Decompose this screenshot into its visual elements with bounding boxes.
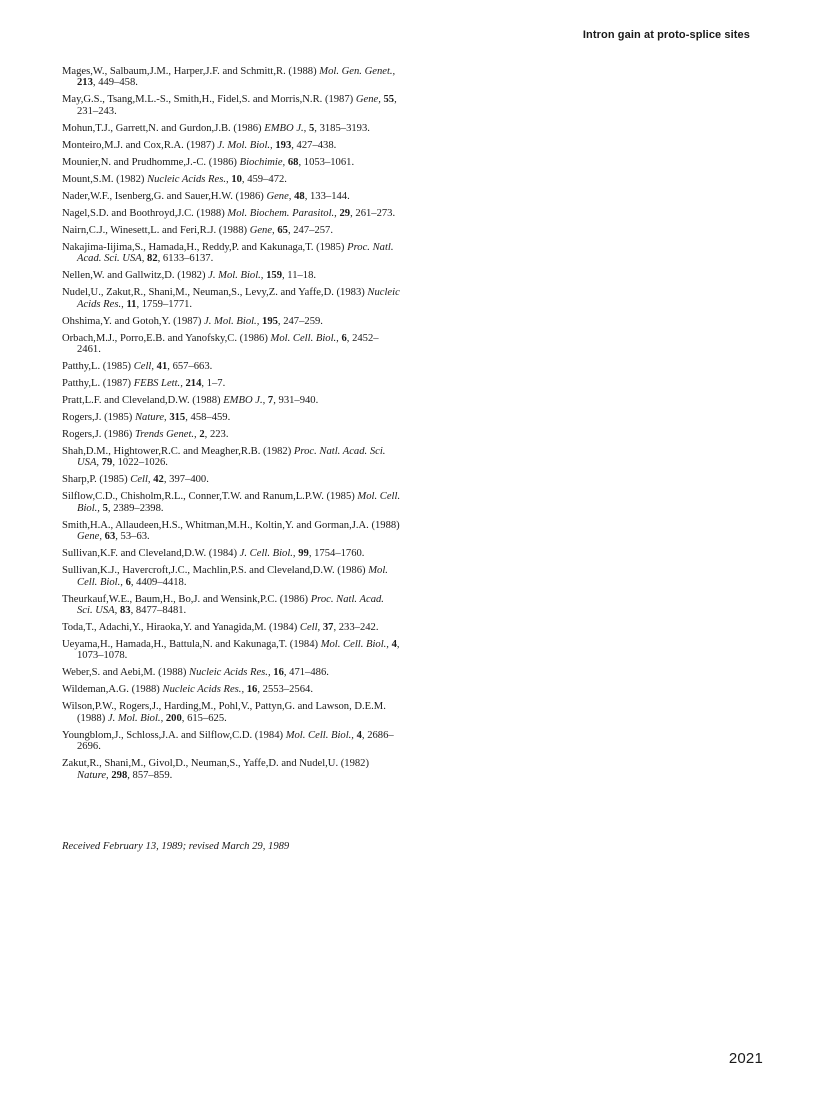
reference-volume: 11 (126, 298, 137, 310)
reference-journal: Proc. Natl. Acad. Sci. USA, (77, 593, 384, 617)
reference-entry: Mohun,T.J., Garrett,N. and Gurdon,J.B. (1986) EMBO J., 5, 3185–3193. (62, 122, 370, 134)
reference-pages: 2389–2398. (113, 502, 164, 514)
reference-journal: Mol. Biochem. Parasitol., (227, 207, 337, 219)
reference-journal: Gene, (77, 531, 102, 543)
reference-volume: 298 (111, 769, 128, 781)
reference-volume: 42 (153, 474, 164, 486)
reference-entry: Nellen,W. and Gallwitz,D. (1982) J. Mol. Biol., 159, 11–18. (62, 270, 317, 282)
reference-entry: Mages,W., Salbaum,J.M., Harper,J.F. and Schmitt,R. (1988) Mol. Gen. Genet., 213, 449–458. (62, 66, 396, 89)
reference-authors: Ueyama,H., Hamada,H., Battula,N. and Kakunaga,T. (1984) (62, 639, 319, 651)
reference-pages: 2686–2696. (77, 729, 394, 753)
reference-volume: 41 (156, 361, 168, 373)
reference-authors: Mages,W., Salbaum,J.M., Harper,J.F. and Schmitt,R. (1988) (62, 66, 317, 77)
reference-journal: Nucleic Acids Res., (162, 684, 245, 696)
reference-entry: Mounier,N. and Prudhomme,J.-C. (1986) Biochimie, 68, 1053–1061. (62, 156, 355, 168)
reference-entry: Ueyama,H., Hamada,H., Battula,N. and Kakunaga,T. (1984) Mol. Cell. Biol., 4, 1073–1078. (62, 639, 400, 662)
reference-authors: Smith,H.A., Allaudeen,H.S., Whitman,M.H., Koltin,Y. and Gorman,J.A. (1988) (62, 519, 400, 531)
reference-journal: Mol. Cell. Biol., (285, 729, 354, 741)
reference-volume: 29 (339, 207, 351, 219)
reference-pages: 458–459. (190, 412, 231, 424)
reference-journal: EMBO J., (264, 122, 307, 134)
reference-entry: Shah,D.M., Hightower,R.C. and Meagher,R.B. (1982) Proc. Natl. Acad. Sci. USA, 79, 1022–1026. (62, 446, 386, 469)
reference-pages: 1–7. (206, 378, 226, 390)
reference-entry: Sullivan,K.F. and Cleveland,D.W. (1984) J. Cell. Biol., 99, 1754–1760. (62, 548, 365, 560)
reference-authors: Wilson,P.W., Rogers,J., Harding,M., Pohl,V., Pattyn,G. and Lawson, D.E.M. (1988) (62, 701, 386, 724)
reference-entry: Youngblom,J., Schloss,J.A. and Silflow,C.D. (1984) Mol. Cell. Biol., 4, 2686–2696. (62, 729, 394, 753)
reference-authors: May,G.S., Tsang,M.L.-S., Smith,H., Fidel,S. and Morris,N.R. (1987) (62, 94, 354, 106)
reference-entry: Toda,T., Adachi,Y., Hiraoka,Y. and Yanagida,M. (1984) Cell, 37, 233–242. (62, 622, 379, 634)
reference-authors: Nakajima-Iijima,S., Hamada,H., Reddy,P. and Kakunaga,T. (1985) (62, 241, 345, 253)
reference-authors: Patthy,L. (1985) (62, 361, 132, 373)
reference-entry: Rogers,J. (1985) Nature, 315, 458–459. (62, 412, 231, 424)
reference-volume: 37 (322, 622, 334, 634)
reference-journal: Mol. Gen. Genet., (319, 66, 396, 77)
reference-journal: Nucleic Acids Res., (189, 667, 271, 679)
reference-entry: May,G.S., Tsang,M.L.-S., Smith,H., Fidel,S. and Morris,N.R. (1987) Gene, 55, 231–243. (62, 94, 397, 117)
reference-volume: 5 (308, 122, 315, 134)
reference-journal: Nucleic Acids Res., (147, 173, 229, 185)
reference-authors: Mohun,T.J., Garrett,N. and Gurdon,J.B. (1986) (62, 122, 262, 134)
reference-entry: Nader,W.F., Isenberg,G. and Sauer,H.W. (1986) Gene, 48, 133–144. (62, 190, 350, 202)
reference-pages: 657–663. (172, 361, 213, 373)
reference-journal: Nucleic Acids Res., (77, 287, 400, 310)
reference-authors: Mount,S.M. (1982) (62, 173, 145, 185)
reference-authors: Rogers,J. (1985) (62, 412, 133, 424)
reference-pages: 2553–2564. (262, 684, 313, 696)
reference-entry: Nudel,U., Zakut,R., Shani,M., Neuman,S., Levy,Z. and Yaffe,D. (1983) Nucleic Acids Res., 11, 1759–1771. (62, 287, 400, 310)
reference-volume: 214 (185, 378, 202, 390)
reference-volume: 2 (199, 429, 205, 441)
reference-pages: 1073–1078. (77, 650, 128, 662)
reference-pages: 247–257. (293, 224, 333, 236)
reference-journal: Nature, (77, 769, 109, 781)
reference-journal: Nature, (134, 412, 167, 424)
page-number: 2021 (728, 1050, 763, 1067)
reference-authors: Nudel,U., Zakut,R., Shani,M., Neuman,S., Levy,Z. and Yaffe,D. (1983) (62, 287, 365, 299)
reference-entry: Theurkauf,W.E., Baum,H., Bo,J. and Wensink,P.C. (1986) Proc. Natl. Acad. Sci. USA, 83, 8477–8481. (62, 593, 384, 617)
reference-volume: 79 (101, 457, 113, 469)
reference-authors: Mounier,N. and Prudhomme,J.-C. (1986) (62, 156, 237, 168)
reference-entry: Smith,H.A., Allaudeen,H.S., Whitman,M.H., Koltin,Y. and Gorman,J.A. (1988) Gene, 63, 53–63. (62, 519, 400, 543)
reference-volume: 63 (104, 531, 116, 543)
reference-journal: Proc. Natl. Acad. Sci. USA, (77, 241, 394, 265)
reference-entry: Mount,S.M. (1982) Nucleic Acids Res., 10, 459–472. (62, 173, 287, 185)
reference-pages: 223. (209, 429, 229, 441)
reference-entry: Rogers,J. (1986) Trends Genet., 2, 223. (62, 429, 229, 441)
reference-entry: Weber,S. and Aebi,M. (1988) Nucleic Acids Res., 16, 471–486. (62, 667, 329, 679)
reference-volume: 48 (294, 190, 305, 202)
reference-entry: Pratt,L.F. and Cleveland,D.W. (1988) EMBO J., 7, 931–940. (62, 395, 319, 407)
running-head: Intron gain at proto-splice sites (582, 29, 750, 41)
reference-authors: Silflow,C.D., Chisholm,R.L., Conner,T.W. and Ranum,L.P.W. (1985) (62, 491, 355, 503)
reference-volume: 7 (267, 395, 274, 407)
reference-journal: Mol. Cell. Biol., (320, 639, 389, 651)
reference-pages: 931–940. (278, 395, 319, 407)
reference-entry: Silflow,C.D., Chisholm,R.L., Conner,T.W. and Ranum,L.P.W. (1985) Mol. Cell. Biol., 5, 2389–2398. (62, 491, 401, 514)
reference-volume: 4 (356, 729, 362, 741)
reference-volume: 193 (275, 139, 292, 151)
reference-journal: FEBS Lett., (133, 378, 183, 390)
reference-pages: 397–400. (169, 474, 209, 486)
reference-authors: Sullivan,K.J., Havercroft,J.C., Machlin,P.S. and Cleveland,D.W. (1986) (62, 565, 366, 577)
reference-entry: Orbach,M.J., Porro,E.B. and Yanofsky,C. (1986) Mol. Cell. Biol., 6, 2452–2461. (62, 332, 379, 356)
reference-volume: 82 (147, 253, 158, 265)
reference-journal: Gene, (355, 94, 381, 106)
reference-authors: Patthy,L. (1987) (62, 378, 132, 390)
reference-volume: 6 (125, 576, 131, 588)
reference-entry: Patthy,L. (1985) Cell, 41, 657–663. (62, 361, 213, 373)
reference-pages: 1754–1760. (314, 548, 365, 560)
reference-entry: Wilson,P.W., Rogers,J., Harding,M., Pohl,V., Pattyn,G. and Lawson, D.E.M. (1988) J. Mol. Biol., 200, 615–625. (62, 701, 386, 724)
reference-authors: Sullivan,K.F. and Cleveland,D.W. (1984) (62, 548, 238, 560)
reference-pages: 261–273. (355, 207, 396, 219)
reference-authors: Ohshima,Y. and Gotoh,Y. (1987) (62, 315, 202, 327)
reference-pages: 427–438. (296, 139, 337, 151)
reference-authors: Orbach,M.J., Porro,E.B. and Yanofsky,C. (1986) (62, 332, 268, 344)
reference-journal: J. Mol. Biol., (107, 712, 164, 724)
reference-pages: 247–259. (283, 315, 323, 327)
reference-authors: Weber,S. and Aebi,M. (1988) (62, 667, 187, 679)
reference-authors: Nagel,S.D. and Boothroyd,J.C. (1988) (62, 207, 225, 219)
reference-pages: 1759–1771. (141, 298, 193, 310)
received-date-note: Received February 13, 1989; revised March 29, 1989 (62, 841, 290, 852)
reference-pages: 615–625. (187, 712, 227, 724)
reference-volume: 99 (298, 548, 309, 560)
reference-pages: 1053–1061. (303, 156, 355, 168)
reference-entry: Monteiro,M.J. and Cox,R.A. (1987) J. Mol. Biol., 193, 427–438. (62, 139, 337, 151)
reference-journal: Biochimie, (239, 156, 286, 168)
reference-journal: Proc. Natl. Acad. Sci. USA, (77, 446, 386, 469)
reference-journal: Gene, (249, 224, 275, 236)
reference-authors: Sharp,P. (1985) (62, 474, 128, 486)
reference-volume: 4 (391, 639, 397, 651)
reference-journal: J. Mol. Biol., (204, 315, 260, 327)
reference-volume: 195 (262, 315, 278, 327)
reference-journal: Mol. Cell. Biol., (77, 565, 388, 588)
reference-authors: Wildeman,A.G. (1988) (62, 684, 160, 696)
reference-pages: 231–243. (77, 105, 117, 117)
reference-journal: J. Mol. Biol., (217, 139, 273, 151)
reference-pages: 4409–4418. (136, 576, 187, 588)
reference-pages: 471–486. (289, 667, 329, 679)
reference-journal: J. Mol. Biol., (208, 270, 264, 282)
reference-authors: Monteiro,M.J. and Cox,R.A. (1987) (62, 139, 215, 151)
reference-entry: Sullivan,K.J., Havercroft,J.C., Machlin,P.S. and Cleveland,D.W. (1986) Mol. Cell. Biol., 6, 4409–4418. (62, 565, 388, 588)
reference-entry: Sharp,P. (1985) Cell, 42, 397–400. (62, 474, 209, 486)
reference-journal: Mol. Cell. Biol., (77, 491, 401, 514)
reference-pages: 459–472. (247, 173, 287, 185)
reference-entry: Nagel,S.D. and Boothroyd,J.C. (1988) Mol. Biochem. Parasitol., 29, 261–273. (62, 207, 396, 219)
reference-list (62, 66, 402, 787)
reference-authors: Toda,T., Adachi,Y., Hiraoka,Y. and Yanagida,M. (1984) (62, 622, 298, 634)
reference-volume: 315 (169, 412, 186, 424)
reference-journal: EMBO J., (223, 395, 266, 407)
reference-journal: J. Cell. Biol., (239, 548, 296, 560)
reference-authors: Pratt,L.F. and Cleveland,D.W. (1988) (62, 395, 221, 407)
reference-authors: Nader,W.F., Isenberg,G. and Sauer,H.W. (1986) (62, 190, 264, 202)
reference-journal: Cell, (299, 622, 321, 634)
reference-pages: 857–859. (132, 769, 173, 781)
reference-volume: 6 (341, 332, 347, 344)
reference-journal: Trends Genet., (134, 429, 197, 441)
reference-volume: 65 (277, 224, 288, 236)
reference-volume: 16 (273, 667, 284, 679)
reference-volume: 200 (165, 712, 182, 724)
reference-authors: Zakut,R., Shani,M., Givol,D., Neuman,S., Yaffe,D. and Nudel,U. (1982) (62, 758, 369, 770)
reference-journal: Mol. Cell. Biol., (270, 332, 339, 344)
reference-entry: Ohshima,Y. and Gotoh,Y. (1987) J. Mol. Biol., 195, 247–259. (62, 315, 323, 327)
reference-pages: 53–63. (120, 531, 150, 543)
reference-volume: 159 (266, 270, 282, 282)
reference-authors: Shah,D.M., Hightower,R.C. and Meagher,R.B. (1982) (62, 446, 292, 458)
reference-pages: 3185–3193. (319, 122, 370, 134)
reference-volume: 68 (287, 156, 299, 168)
reference-journal: Cell, (133, 361, 155, 373)
reference-volume: 10 (231, 173, 242, 185)
reference-entry: Wildeman,A.G. (1988) Nucleic Acids Res., 16, 2553–2564. (62, 684, 313, 696)
reference-pages: 6133–6137. (162, 253, 214, 265)
reference-journal: Cell, (130, 474, 151, 486)
reference-entry: Zakut,R., Shani,M., Givol,D., Neuman,S., Yaffe,D. and Nudel,U. (1982) Nature, 298, 857–859. (62, 758, 369, 781)
reference-authors: Theurkauf,W.E., Baum,H., Bo,J. and Wensink,P.C. (1986) (62, 593, 309, 605)
reference-entry: Nairn,C.J., Winesett,L. and Feri,R.J. (1988) Gene, 65, 247–257. (62, 224, 333, 236)
reference-volume: 5 (102, 502, 108, 514)
reference-volume: 213 (77, 77, 93, 89)
reference-volume: 83 (119, 605, 131, 617)
reference-volume: 55 (383, 94, 395, 106)
reference-pages: 133–144. (310, 190, 350, 202)
reference-pages: 2452–2461. (77, 332, 379, 356)
reference-entry: Patthy,L. (1987) FEBS Lett., 214, 1–7. (62, 378, 226, 390)
reference-pages: 449–458. (98, 77, 138, 89)
reference-entry: Nakajima-Iijima,S., Hamada,H., Reddy,P. and Kakunaga,T. (1985) Proc. Natl. Acad. Sci. USA, 82, 6133–6137. (62, 241, 394, 265)
reference-pages: 1022–1026. (117, 457, 168, 469)
reference-pages: 11–18. (287, 270, 317, 282)
reference-authors: Youngblom,J., Schloss,J.A. and Silflow,C.D. (1984) (62, 729, 284, 741)
reference-authors: Rogers,J. (1986) (62, 429, 133, 441)
reference-volume: 16 (246, 684, 258, 696)
reference-authors: Nellen,W. and Gallwitz,D. (1982) (62, 270, 206, 282)
reference-authors: Nairn,C.J., Winesett,L. and Feri,R.J. (1988) (62, 224, 248, 236)
reference-journal: Gene, (266, 190, 292, 202)
reference-pages: 233–242. (338, 622, 379, 634)
reference-pages: 8477–8481. (135, 605, 187, 617)
